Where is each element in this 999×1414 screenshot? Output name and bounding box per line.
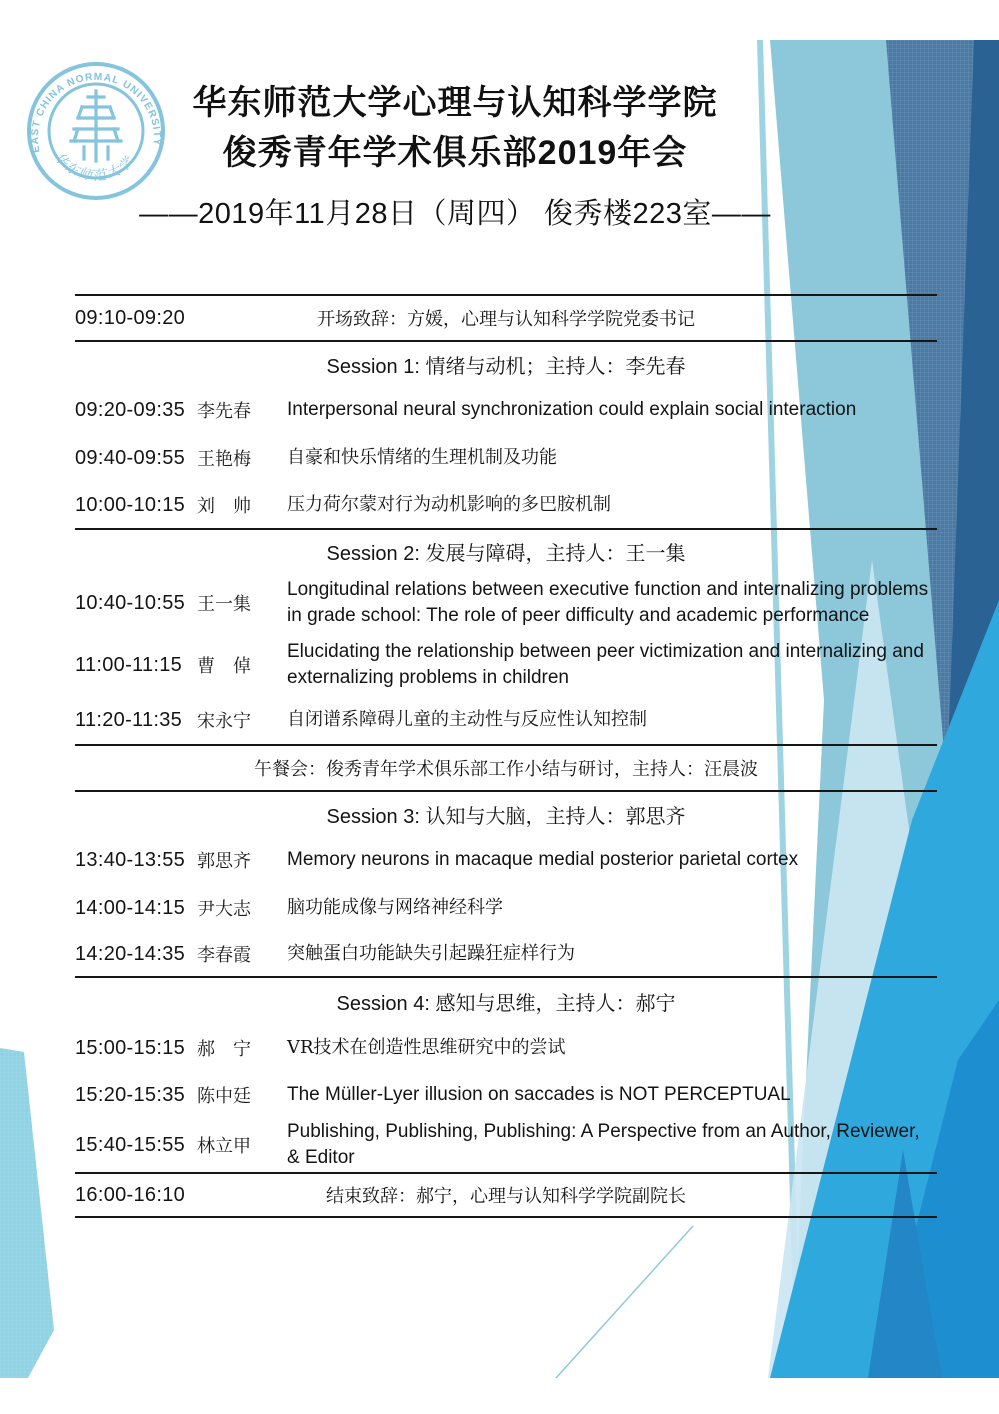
page-title-line1: 华东师范大学心理与认知科学学院 (192, 84, 718, 122)
speaker-cell: 尹大志 (197, 899, 251, 920)
time-cell: 09:10-09:20 (75, 306, 186, 329)
session-header-row (75, 978, 937, 1024)
talk-title-cell: Elucidating the relationship between peer victimization and internalizing and externalizing problems in children (287, 641, 924, 688)
schedule-row (75, 386, 937, 434)
bg-hairline (556, 1226, 693, 1378)
lunch-text: 午餐会：俊秀青年学术俱乐部工作小结与研讨，主持人：汪晨波 (254, 759, 758, 780)
session-label: Session 2: 发展与障碍，主持人：王一集 (326, 542, 686, 565)
speaker-cell: 曹 倬 (197, 656, 251, 677)
talk-title-cell: Longitudinal relations between executive function and internalizing problems in grade school: The role of peer difficulty and academic performance (287, 579, 929, 626)
time-cell: 13:40-13:55 (75, 848, 186, 871)
speaker-cell: 李春霞 (197, 945, 251, 966)
session-label: Session 1: 情绪与动机；主持人：李先春 (326, 355, 686, 378)
time-cell: 16:00-16:10 (75, 1183, 186, 1206)
header (58, 78, 852, 232)
time-cell: 15:20-15:35 (75, 1083, 186, 1106)
schedule-row-opening (75, 294, 937, 342)
schedule-row (75, 932, 937, 978)
time-cell: 14:20-14:35 (75, 942, 186, 965)
schedule-row (75, 884, 937, 932)
time-cell: 10:40-10:55 (75, 591, 186, 614)
time-cell: 09:40-09:55 (75, 446, 186, 469)
speaker-cell: 郝 宁 (197, 1039, 251, 1060)
session-header-row (75, 530, 937, 572)
time-cell: 11:00-11:15 (75, 653, 183, 676)
speaker-cell: 刘 帅 (197, 496, 251, 517)
time-cell: 10:00-10:15 (75, 493, 186, 516)
schedule-row (75, 482, 937, 530)
schedule-row (75, 836, 937, 884)
schedule-row-closing (75, 1174, 937, 1218)
session-header-row (75, 342, 937, 386)
lunch-row (75, 746, 937, 792)
speaker-cell: 王艳梅 (197, 449, 251, 470)
time-cell: 11:20-11:35 (75, 708, 183, 731)
schedule-row (75, 696, 937, 746)
time-cell: 09:20-09:35 (75, 398, 186, 421)
speaker-cell: 李先春 (197, 401, 251, 422)
plenary-text: 开场致辞：方媛，心理与认知科学学院党委书记 (317, 309, 695, 330)
talk-title-cell: Interpersonal neural synchronization could explain social interaction (287, 399, 857, 420)
talk-title-cell: The Müller-Lyer illusion on saccades is NOT PERCEPTUAL (287, 1084, 791, 1105)
talk-title-cell: 脑功能成像与网络神经科学 (287, 897, 503, 918)
time-cell: 15:40-15:55 (75, 1133, 186, 1156)
schedule-table (75, 294, 937, 1218)
talk-title-cell: 压力荷尔蒙对行为动机影响的多巴胺机制 (287, 494, 611, 515)
schedule-row (75, 1072, 937, 1118)
talk-title-cell: Publishing, Publishing, Publishing: A Perspective from an Author, Reviewer, & Editor (287, 1121, 920, 1168)
speaker-cell: 郭思齐 (197, 851, 251, 872)
talk-title-cell: 突触蛋白功能缺失引起躁狂症样行为 (287, 943, 575, 964)
plenary-text: 结束致辞：郝宁，心理与认知科学学院副院长 (326, 1186, 686, 1207)
speaker-cell: 王一集 (197, 594, 251, 615)
session-label: Session 4: 感知与思维，主持人：郝宁 (336, 992, 676, 1015)
speaker-cell: 林立甲 (197, 1136, 251, 1157)
speaker-cell: 宋永宁 (197, 711, 251, 732)
schedule-row (75, 572, 937, 634)
schedule-row (75, 434, 937, 482)
page-title-line2: 俊秀青年学术俱乐部2019年会 (222, 134, 688, 172)
schedule-row (75, 634, 937, 696)
speaker-cell: 陈中廷 (197, 1086, 251, 1107)
talk-title-cell: VR技术在创造性思维研究中的尝试 (287, 1037, 566, 1058)
logo-cn-text: 华东师范大学 (50, 149, 138, 185)
logo-ring-text: EAST CHINA NORMAL UNIVERSITY (29, 71, 163, 154)
bg-left-wedge-texture (0, 1048, 54, 1378)
session-header-row (75, 792, 937, 836)
event-date-location: ——2019年11月28日（周四） 俊秀楼223室—— (139, 198, 771, 230)
session-label: Session 3: 认知与大脑，主持人：郭思齐 (326, 805, 686, 828)
schedule-row (75, 1024, 937, 1072)
talk-title-cell: Memory neurons in macaque medial posterior parietal cortex (287, 849, 799, 870)
talk-title-cell: 自豪和快乐情绪的生理机制及功能 (287, 447, 557, 468)
time-cell: 15:00-15:15 (75, 1036, 186, 1059)
schedule-row (75, 1118, 937, 1174)
time-cell: 14:00-14:15 (75, 896, 186, 919)
talk-title-cell: 自闭谱系障碍儿童的主动性与反应性认知控制 (287, 709, 647, 730)
